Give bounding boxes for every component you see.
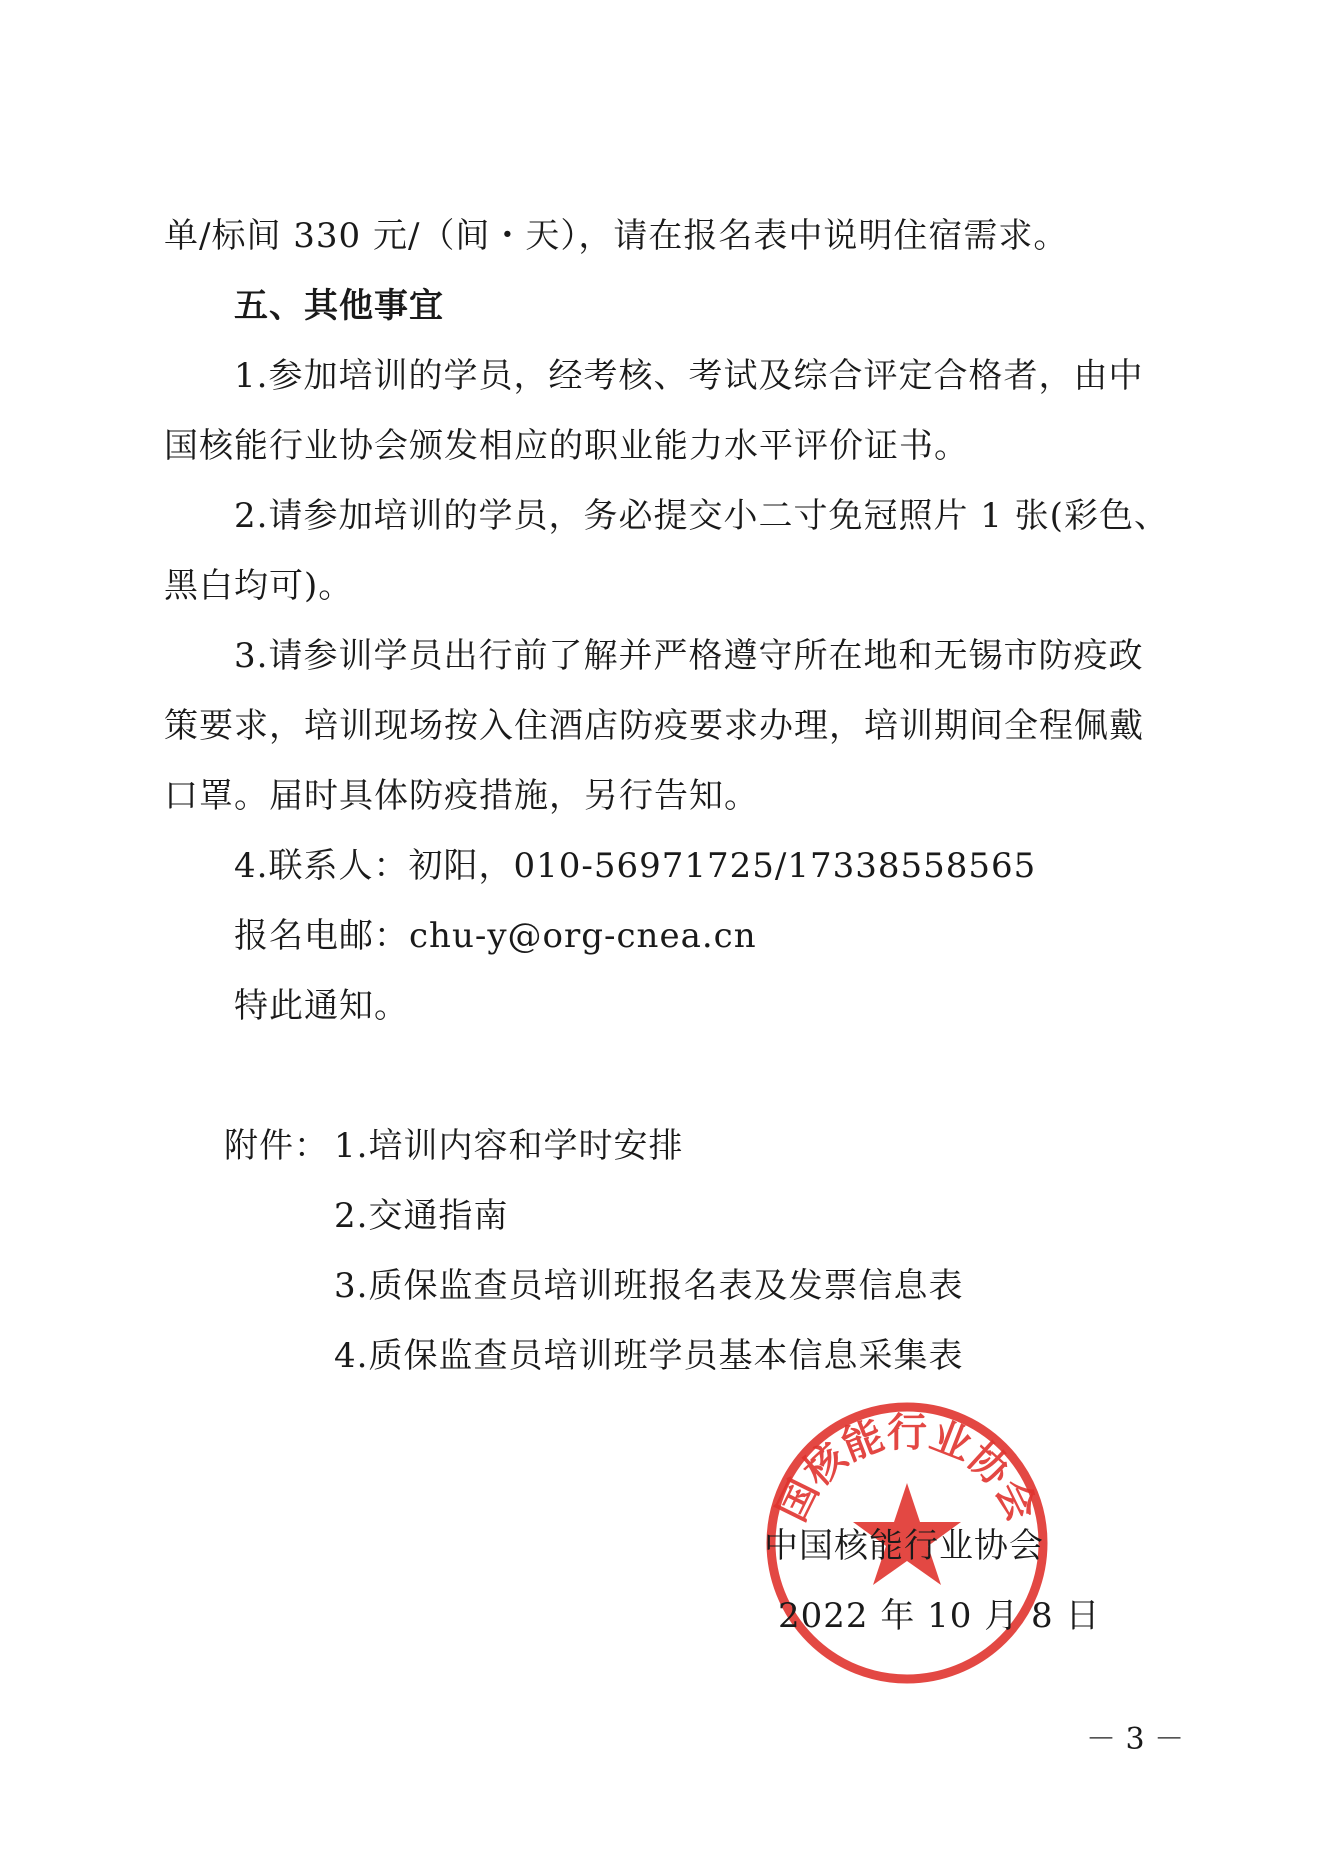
attachments-label: 附件： — [224, 1126, 329, 1166]
item-3-line-3: 口罩。届时具体防疫措施，另行告知。 — [164, 776, 759, 816]
attachment-item: 4.质保监查员培训班学员基本信息采集表 — [334, 1336, 964, 1376]
item-3-line-1: 3.请参训学员出行前了解并严格遵守所在地和无锡市防疫政 — [234, 636, 1144, 676]
attachment-item: 3.质保监查员培训班报名表及发票信息表 — [334, 1266, 964, 1306]
attachment-item: 2.交通指南 — [334, 1196, 509, 1236]
seal-text: 国核能行业协会 — [769, 1410, 1045, 1529]
email-line: 报名电邮：chu-y@org-cnea.cn — [234, 916, 757, 956]
item-1-line-2: 国核能行业协会颁发相应的职业能力水平评价证书。 — [164, 426, 969, 466]
attachment-item: 1.培训内容和学时安排 — [334, 1126, 684, 1166]
section-title: 五、其他事宜 — [234, 286, 444, 326]
item-1-line-1: 1.参加培训的学员，经考核、考试及综合评定合格者，由中 — [234, 356, 1144, 396]
signature-organization: 中国核能行业协会 — [764, 1526, 1044, 1566]
signature-date: 2022 年 10 月 8 日 — [778, 1596, 1101, 1636]
contact-line: 4.联系人：初阳，010-56971725/17338558565 — [234, 846, 1037, 886]
continued-line: 单/标间 330 元/（间・天），请在报名表中说明住宿需求。 — [164, 216, 1069, 256]
page-number: － 3 － — [1086, 1722, 1185, 1757]
closing-line: 特此通知。 — [234, 986, 409, 1026]
item-2-line-1: 2.请参加培训的学员，务必提交小二寸免冠照片 1 张(彩色、 — [234, 496, 1169, 536]
item-3-line-2: 策要求，培训现场按入住酒店防疫要求办理，培训期间全程佩戴 — [164, 706, 1144, 746]
item-2-line-2: 黑白均可)。 — [164, 566, 354, 606]
